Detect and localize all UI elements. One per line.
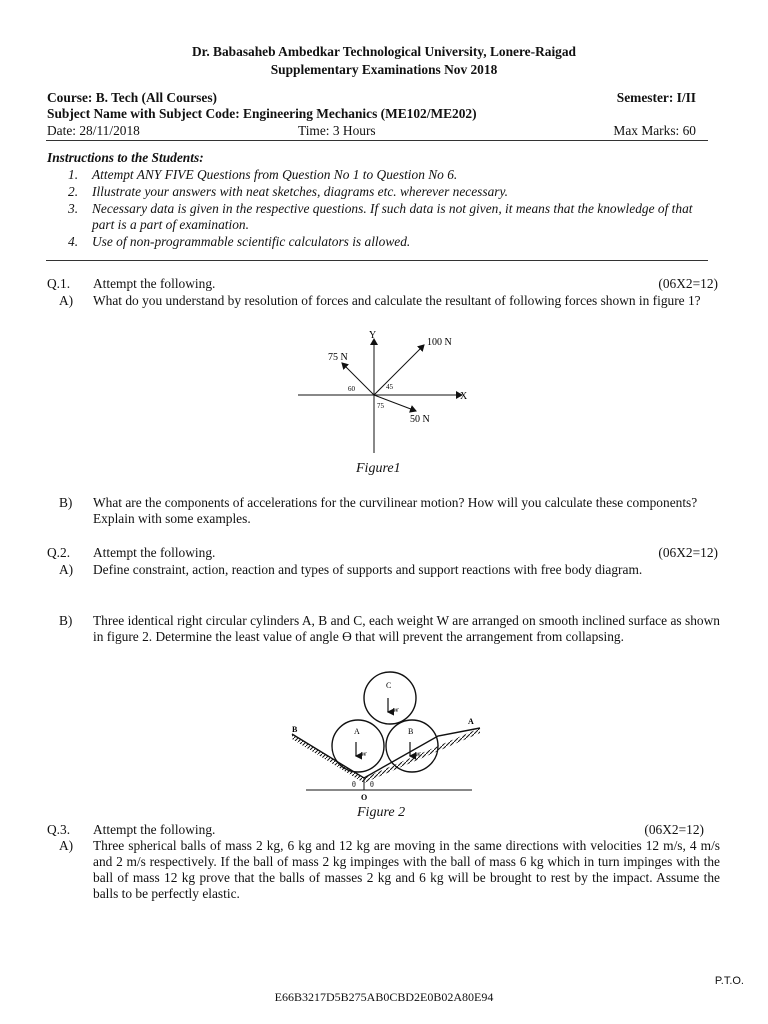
weight-a-label: w [361, 749, 367, 758]
right-end-label: A [468, 717, 474, 726]
q1-number: Q.1. [47, 276, 71, 291]
q2-number: Q.2. [47, 545, 71, 560]
instruction-text: Illustrate your answers with neat sketches, diagrams etc. wherever necessary. [92, 184, 509, 199]
q2-marks: (06X2=12) [658, 545, 718, 560]
q3-marks: (06X2=12) [644, 822, 704, 837]
cylinder-a-label: A [354, 727, 360, 736]
angle-60-label: 60 [348, 385, 355, 393]
exam-date: Date: 28/11/2018 [47, 123, 140, 138]
pto-label: P.T.O. [714, 975, 744, 987]
q1-marks: (06X2=12) [658, 276, 718, 291]
origin-label: O [361, 793, 368, 802]
university-name: Dr. Babasaheb Ambedkar Technological University, Lonere-Raigad [191, 44, 577, 59]
angle-45-label: 45 [386, 383, 393, 391]
cylinder-c [364, 672, 416, 724]
subject-label: Subject Name with Subject Code: Engineering Mechanics (ME102/ME202) [47, 106, 477, 121]
max-marks: Max Marks: 60 [613, 123, 696, 138]
instruction-text: Use of non-programmable scientific calculators is allowed. [92, 234, 411, 249]
instruction-item [68, 184, 708, 200]
figure1-caption: Figure1 [356, 461, 401, 476]
figure2-diagram [282, 666, 494, 806]
angle-75-label: 75 [377, 402, 384, 410]
semester-label: Semester: I/II [616, 90, 696, 105]
force-100n-arrow [374, 345, 424, 395]
q1b-text: What are the components of accelerations for the curvilinear motion? How will you calculate these components? Explain with some examples. [93, 495, 698, 526]
instruction-num: 1. [68, 167, 79, 182]
figure2-caption: Figure 2 [357, 805, 406, 820]
q2-heading: Attempt the following. [93, 545, 216, 560]
left-incline-hatch [292, 734, 364, 783]
q2a-text: Define constraint, action, reaction and types of supports and support reactions with free body diagram. [93, 562, 643, 577]
theta-right-label: θ [370, 780, 374, 789]
q3a-text: Three spherical balls of mass 2 kg, 6 kg and 12 kg are moving in the same directions with velocities 12 m/s, 4 m/s and 2 m/s respectively. If the ball of mass 2 kg impinges with the ball of mass 6 kg which in turn impinges with the ball of mass 12 kg prove that the balls of masses 2 kg and 6 kg will be brought to rest by the impact. Assume the balls to be perfectly elastic. [93, 838, 720, 901]
header-divider [46, 140, 708, 141]
instructions-divider [46, 260, 708, 261]
course-label: Course: B. Tech (All Courses) [47, 90, 217, 105]
q1a-text: What do you understand by resolution of forces and calculate the resultant of following forces shown in figure 1? [93, 293, 701, 308]
instructions-title: Instructions to the Students: [47, 150, 204, 165]
q2b-text: Three identical right circular cylinders A, B and C, each weight W are arranged on smooth inclined surface as shown in figure 2. Determine the least value of angle Ө that will prevent the arrangement from collapsing. [93, 613, 720, 644]
q3-number: Q.3. [47, 822, 71, 837]
q1a-label: A) [59, 293, 74, 308]
force-50n-label: 50 N [410, 414, 430, 425]
force-75n-label: 75 N [328, 352, 348, 363]
y-axis-label: Y [369, 330, 377, 341]
q1b-label: B) [59, 495, 73, 510]
force-100n-label: 100 N [427, 337, 452, 348]
instruction-num: 3. [68, 201, 79, 216]
cylinder-b-label: B [408, 727, 414, 736]
instruction-item [68, 234, 708, 250]
weight-c-label: w [393, 705, 399, 714]
instruction-text: Attempt ANY FIVE Questions from Question No 1 to Question No 6. [92, 167, 458, 182]
instruction-num: 2. [68, 184, 79, 199]
left-end-label: B [292, 725, 298, 734]
x-axis-label: X [460, 391, 468, 402]
instruction-item [68, 167, 708, 183]
q3-heading: Attempt the following. [93, 822, 216, 837]
instructions-list [68, 167, 708, 250]
instruction-text: Necessary data is given in the respective questions. If such data is not given, it means that the knowledge of that part is a part of examination. [92, 201, 693, 232]
weight-b-label: w [415, 749, 421, 758]
q1-heading: Attempt the following. [93, 276, 216, 291]
theta-left-label: θ [352, 780, 356, 789]
paper-code: E66B3217D5B275AB0CBD2E0B02A80E94 [274, 990, 494, 1004]
cylinder-c-label: C [386, 681, 392, 690]
q3a-label: A) [59, 838, 74, 853]
exam-time: Time: 3 Hours [298, 123, 376, 138]
instruction-item [68, 201, 708, 233]
instruction-num: 4. [68, 234, 79, 249]
force-75n-arrow [342, 363, 374, 395]
q2a-label: A) [59, 562, 74, 577]
q2b-label: B) [59, 613, 73, 628]
exam-title: Supplementary Examinations Nov 2018 [270, 62, 498, 77]
